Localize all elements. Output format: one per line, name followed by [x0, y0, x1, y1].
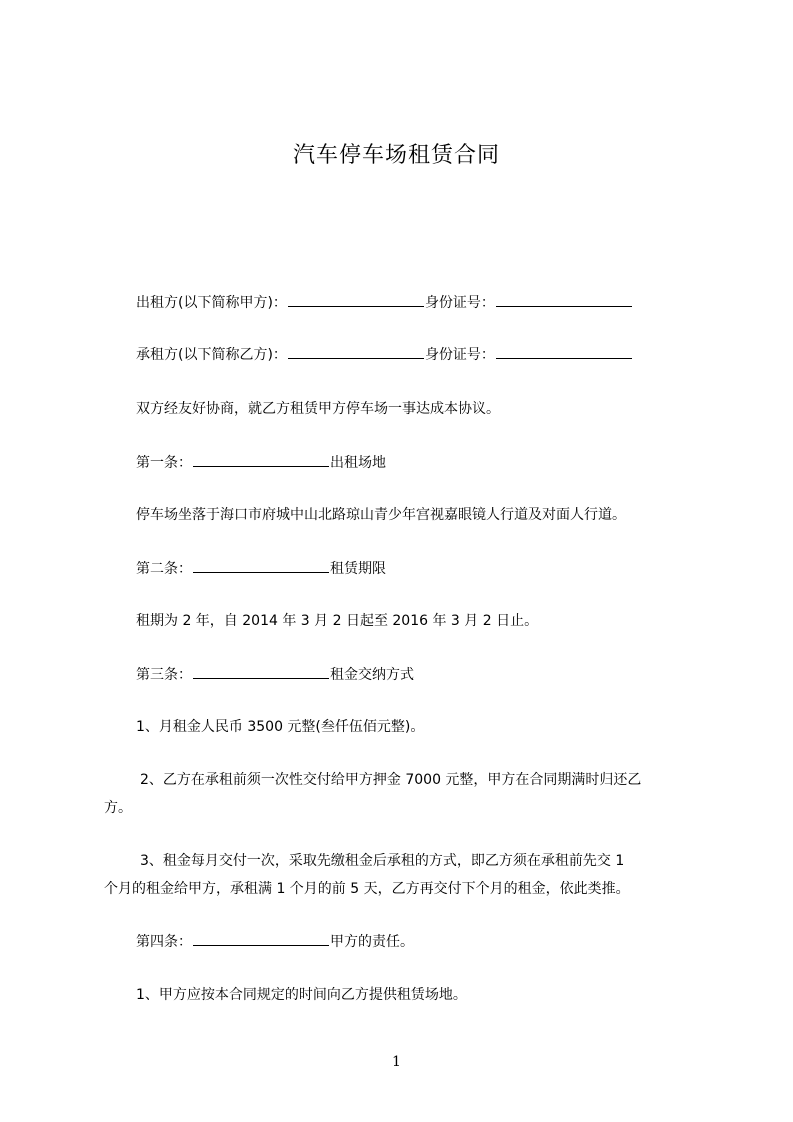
- article2-prefix: 第二条：: [136, 561, 192, 577]
- article4-heading: [136, 931, 414, 952]
- lessor-line: [136, 292, 633, 313]
- article2-title: 租赁期限: [330, 561, 386, 577]
- lessor-name-blank: [288, 292, 424, 307]
- article3-item3-line1: 3、租金每月交付一次，采取先缴租金后承租的方式，即乙方须在承租前先交 1: [140, 853, 625, 869]
- page-number: 1: [392, 1054, 401, 1070]
- article3-prefix: 第三条：: [136, 667, 192, 683]
- article1-body: 停车场坐落于海口市府城中山北路琼山青少年宫视嘉眼镜人行道及对面人行道。: [136, 507, 626, 523]
- lessee-id-label: 身份证号：: [424, 347, 495, 363]
- article3-title: 租金交纳方式: [330, 667, 414, 683]
- article3-item2-line1: 2、乙方在承租前须一次性交付给甲方押金 7000 元整，甲方在合同期满时归还乙: [140, 772, 642, 788]
- lessee-label: 承租方(以下简称乙方)：: [136, 347, 287, 363]
- article2-body: 租期为 2 年，自 2014 年 3 月 2 日起至 2016 年 3 月 2 日止。: [136, 613, 539, 629]
- article4-blank: [193, 931, 329, 946]
- article4-prefix: 第四条：: [136, 934, 192, 950]
- article2-heading: [136, 558, 386, 579]
- article3-heading: [136, 664, 414, 685]
- lessee-line: [136, 344, 633, 365]
- article4-item1: 1、甲方应按本合同规定的时间向乙方提供租赁场地。: [136, 987, 467, 1003]
- article2-blank: [193, 558, 329, 573]
- intro-paragraph: 双方经友好协商，就乙方租赁甲方停车场一事达成本协议。: [136, 401, 500, 417]
- lessor-label: 出租方(以下简称甲方)：: [136, 295, 287, 311]
- lessee-name-blank: [288, 344, 424, 359]
- article1-heading: [136, 452, 386, 473]
- article3-blank: [193, 664, 329, 679]
- article3-item3-line2: 个月的租金给甲方，承租满 1 个月的前 5 天，乙方再交付下个月的租金，依此类推。: [104, 881, 630, 897]
- article3-item1: 1、月租金人民币 3500 元整(叁仟伍佰元整)。: [136, 719, 425, 735]
- lessor-id-blank: [496, 292, 632, 307]
- article3-item2-line2: 方。: [104, 800, 132, 816]
- lessor-id-label: 身份证号：: [424, 295, 495, 311]
- article1-prefix: 第一条：: [136, 455, 192, 471]
- article1-title: 出租场地: [330, 455, 386, 471]
- article1-blank: [193, 452, 329, 467]
- article4-title: 甲方的责任。: [330, 934, 414, 950]
- document-title: 汽车停车场租赁合同: [292, 143, 500, 168]
- lessee-id-blank: [496, 344, 632, 359]
